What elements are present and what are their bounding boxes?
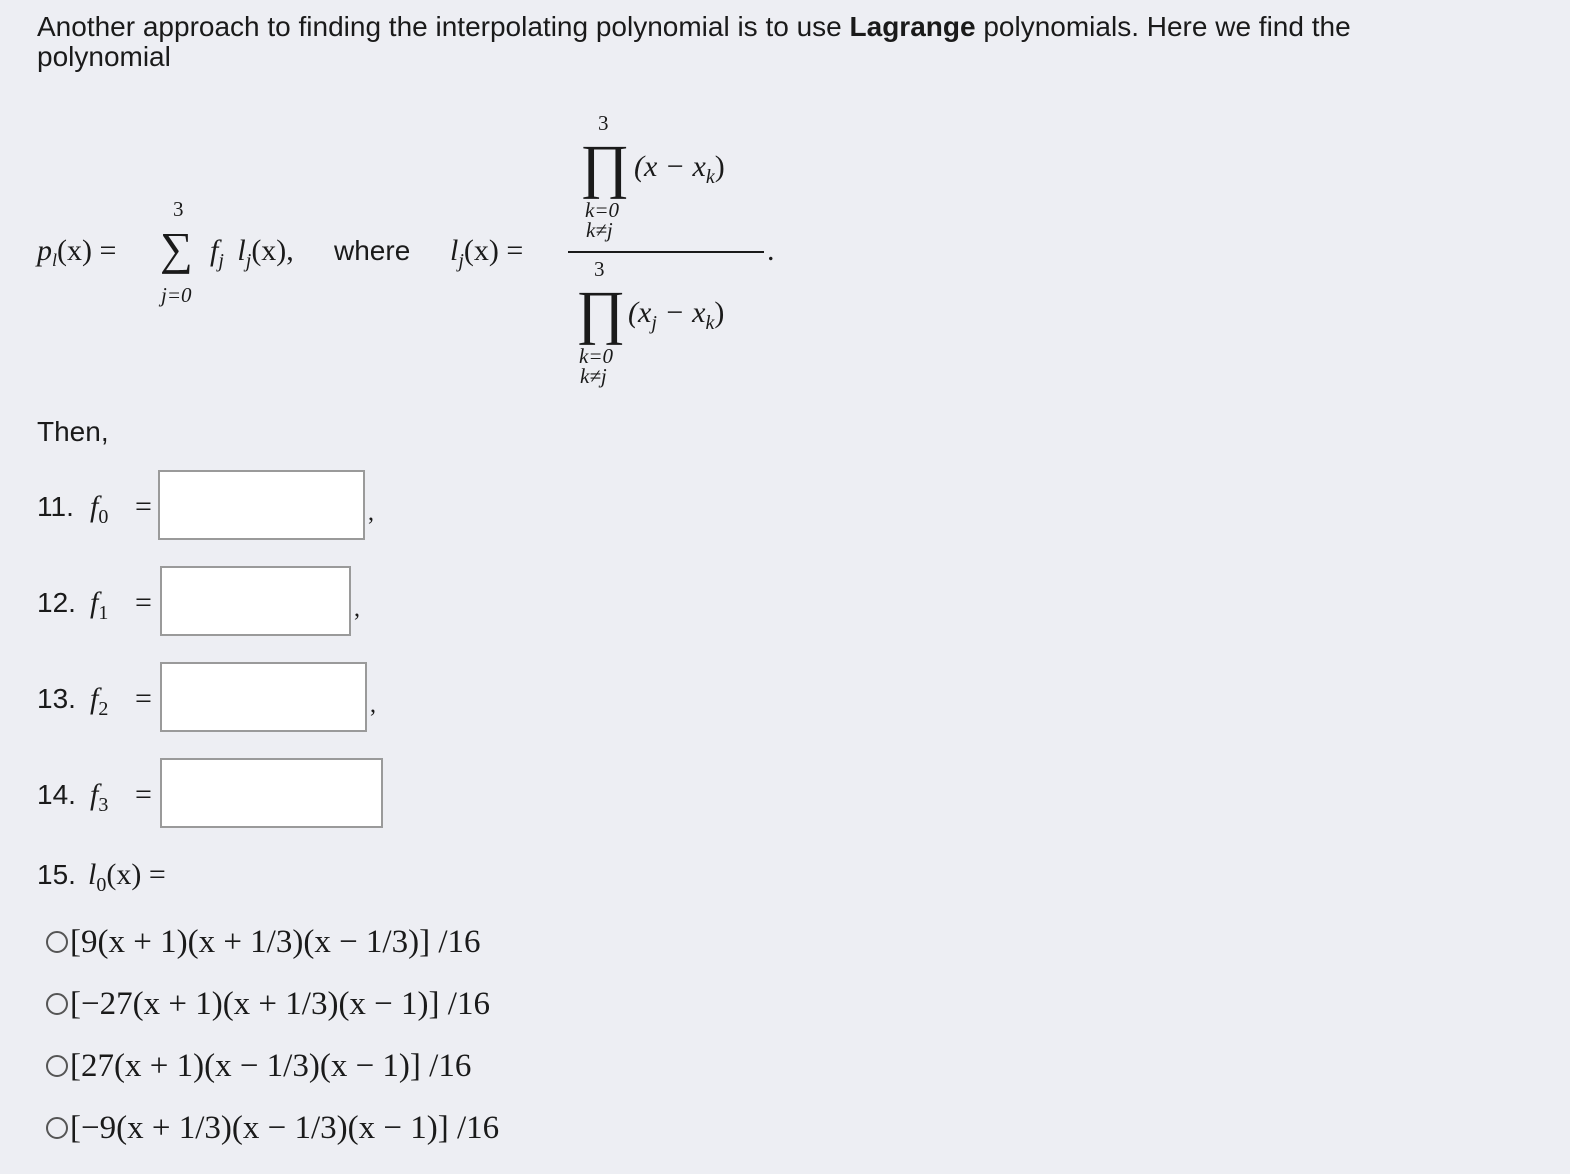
lhs-arg: (x) = [57, 234, 117, 267]
intro-bold-term: Lagrange [849, 11, 976, 42]
suffix-comma: , [368, 500, 374, 526]
question-number: 13. [37, 683, 76, 714]
summand-f: f [210, 234, 219, 267]
question-number: 14. [37, 779, 76, 810]
summand-f-sub: j [218, 250, 224, 272]
lj-sub: j [458, 250, 464, 272]
num-prod-lower-2: k≠j [586, 218, 613, 242]
suffix-comma: , [370, 692, 376, 718]
equals-sign: = [135, 778, 152, 811]
option-label[interactable]: [9(x + 1)(x + 1/3)(x − 1/3)] /16 [70, 924, 481, 960]
option-label[interactable]: [−27(x + 1)(x + 1/3)(x − 1)] /16 [70, 986, 490, 1022]
answer-input-f1[interactable] [160, 566, 351, 636]
var-f: f [90, 682, 99, 715]
summand-arg: (x), [251, 234, 294, 267]
radio-button[interactable] [46, 993, 68, 1015]
lhs-p: p [37, 234, 52, 267]
question-variable [90, 490, 108, 527]
where-word: where [334, 235, 411, 266]
summand-l: l [237, 234, 246, 267]
den-prod-upper: 3 [594, 257, 605, 281]
radio-button[interactable] [46, 1117, 68, 1139]
radio-button[interactable] [46, 1055, 68, 1077]
num-expr-close: ) [714, 150, 725, 183]
lj-lhs [450, 234, 523, 271]
var-f: f [90, 778, 99, 811]
intro-text-start: Another approach to finding the interpolating polynomial is to use [37, 11, 850, 42]
question-expression [88, 858, 166, 895]
var-f: f [90, 586, 99, 619]
den-expr [628, 296, 724, 333]
var-f: f [90, 490, 99, 523]
den-expr-sub-j: j [651, 312, 657, 334]
question-number: 12. [37, 587, 76, 618]
lj-arg: (x) = [463, 234, 524, 267]
num-prod-sign: ∏ [580, 133, 630, 199]
num-prod-upper: 3 [598, 111, 609, 135]
var-sub: 3 [98, 794, 109, 816]
var-sub: 0 [98, 506, 109, 528]
var-arg: (x) = [106, 858, 166, 891]
den-expr-sub-k: k [705, 312, 715, 334]
num-prod-lower-1: k=0 [585, 198, 619, 222]
question-variable [90, 682, 108, 719]
question-variable [90, 586, 108, 623]
sum-sign: ∑ [160, 223, 193, 274]
var-l: l [88, 858, 97, 891]
intro-line-1 [37, 12, 1351, 42]
equals-sign: = [135, 682, 152, 715]
intro-text-end: polynomials. Here we find the [975, 11, 1351, 42]
intro-line-2: polynomial [37, 41, 171, 72]
var-sub: 1 [98, 602, 109, 624]
den-expr-mid: − x [656, 296, 706, 329]
summand [210, 234, 294, 271]
fraction-bar [568, 251, 764, 253]
formula-period: . [767, 234, 775, 267]
var-sub: 0 [96, 874, 107, 896]
question-number: 11. [37, 491, 74, 522]
den-prod-sign: ∏ [576, 279, 626, 345]
question-number: 15. [37, 859, 76, 890]
equals-sign: = [135, 490, 152, 523]
den-expr-close: ) [714, 296, 725, 329]
radio-button[interactable] [46, 931, 68, 953]
num-expr-main: (x − x [634, 150, 706, 183]
lhs-sub: l [52, 250, 58, 270]
den-prod-lower-1: k=0 [579, 344, 613, 368]
den-expr-x: (x [628, 296, 652, 329]
formula-lhs [37, 234, 116, 271]
answer-input-f2[interactable] [160, 662, 367, 732]
sum-upper: 3 [173, 197, 184, 221]
summand-l-sub: j [245, 250, 252, 272]
answer-input-f3[interactable] [160, 758, 383, 828]
answer-input-f0[interactable] [158, 470, 365, 540]
var-sub: 2 [98, 698, 109, 720]
option-label[interactable]: [27(x + 1)(x − 1/3)(x − 1)] /16 [70, 1048, 472, 1084]
num-expr [634, 150, 725, 187]
equals-sign: = [135, 586, 152, 619]
num-expr-sub: k [705, 166, 715, 188]
den-prod-lower-2: k≠j [580, 364, 607, 388]
sum-lower: j=0 [161, 283, 192, 307]
suffix-comma: , [354, 596, 360, 622]
then-label: Then, [37, 416, 109, 447]
question-variable [90, 778, 108, 815]
option-label[interactable]: [−9(x + 1/3)(x − 1/3)(x − 1)] /16 [70, 1110, 500, 1146]
lj-l: l [450, 234, 459, 267]
